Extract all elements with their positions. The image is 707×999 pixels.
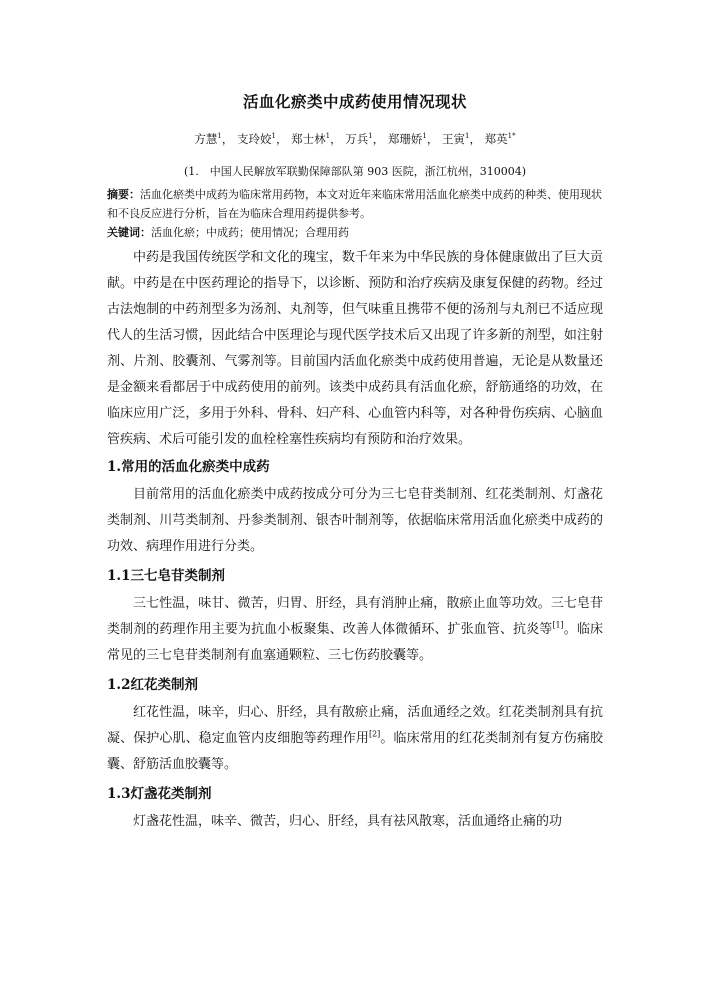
paragraph-text: 。临床常用的红花类制剂有复方伤痛胶囊、舒筋活血胶囊等。: [107, 731, 603, 772]
affiliation: (1. 中国人民解放军联勤保障部队第 903 医院，浙江杭州，310004): [183, 165, 527, 178]
keywords-label: 关键词：: [107, 226, 151, 239]
subsection-paragraph: [107, 591, 603, 669]
subsection-heading: 1.3灯盏花类制剂: [107, 786, 212, 802]
abstract-label: 摘要：: [107, 188, 140, 201]
author: 支玲姣: [237, 132, 272, 146]
author-list: 方慧$^1$， 支玲姣$^1$， 郑士林$^1$， 万兵$^1$， 郑珊娇$^1$， 王寅$^1$， 郑英$^{1*}$: [194, 132, 516, 146]
paper-title: 活血化瘀类中成药使用情况现状: [242, 92, 467, 111]
subsection-heading: 1.1三七皂苷类制剂: [107, 568, 225, 584]
subsection-paragraph: [107, 700, 603, 778]
author: 方慧: [194, 132, 218, 146]
author-affiliation-mark: 1: [217, 132, 222, 141]
author-affiliation-mark: 1: [465, 132, 470, 141]
paragraph-text: 。临床常见的三七皂苷类制剂有血塞通颗粒、三七伤药胶囊等。: [107, 622, 603, 663]
keywords-text: 活血化瘀；中成药；使用情况；合理用药: [151, 226, 349, 239]
intro-paragraph: 中药是我国传统医学和文化的瑰宝，数千年来为中华民族的身体健康做出了巨大贡献。中药是在中医药理论的指导下，以诊断、预防和治疗疾病及康复保健的药物。经过古法炮制的中药剂型多为汤剂、丸剂等，但气味重且携带不便的汤剂与丸剂已不适应现代人的生活习惯，因此结合中医理论与现代医学技术后又出现了许多新的剂型，如注射剂、片剂、胶囊剂、气雾剂等。目前国内活血化瘀类中成药使用普遍，无论是从数量还是金额来看都居于中成药使用的前列。该类中成药具有活血化瘀，舒筋通络的功效，在临床应用广泛，多用于外科、骨科、妇产科、心血管内科等，对各种骨伤疾病、心脑血管疾病、术后可能引发的血栓栓塞性疾病均有预防和治疗效果。: [107, 250, 603, 447]
paper-content: [107, 90, 603, 835]
author-affiliation-mark: 1: [422, 132, 427, 141]
subsection-heading: 1.2红花类制剂: [107, 677, 198, 693]
author: 郑珊娇: [387, 132, 423, 146]
paragraph-text: 红花性温，味辛，归心、肝经，具有散瘀止痛，活血通经之效。红花类制剂具有抗凝、保护心肌、稳定血管内皮细胞等药理作用: [107, 705, 603, 746]
section-paragraph: 目前常用的活血化瘀类中成药按成分可分为三七皂苷类制剂、红花类制剂、灯盏花类制剂、川芎类制剂、丹参类制剂、银杏叶制剂等，依据临床常用活血化瘀类中成药的功效、病理作用进行分类。: [107, 487, 603, 554]
keywords: [107, 223, 603, 242]
author-affiliation-mark: 1*: [507, 132, 516, 141]
author-affiliation-mark: 1: [325, 132, 331, 141]
citation-ref: [1]: [552, 620, 564, 630]
abstract-text: 活血化瘀类中成药为临床常用药物，本文对近年来临床常用活血化瘀类中成药的种类、使用现状和不良反应进行分析，旨在为临床合理用药提供参考。: [107, 188, 602, 220]
author-affiliation-mark: 1: [368, 132, 373, 141]
author-affiliation-mark: 1: [271, 132, 276, 141]
author: 郑英: [484, 132, 508, 146]
subsection-paragraph: 灯盏花性温，味辛、微苦，归心、肝经，具有祛风散寒，活血通络止痛的功: [133, 814, 563, 829]
citation-ref: [2]: [368, 729, 381, 739]
abstract: [107, 185, 603, 223]
author: 万兵: [345, 132, 369, 146]
paragraph-text: 三七性温，味甘、微苦，归胃、肝经，具有消肿止痛，散瘀止血等功效。三七皂苷类制剂的药理作用主要为抗血小板聚集、改善人体微循环、扩张血管、抗炎等: [107, 596, 603, 637]
author: 王寅: [442, 132, 466, 146]
section-heading: 1.常用的活血化瘀类中成药: [107, 459, 270, 475]
author: 郑士林: [291, 132, 326, 146]
